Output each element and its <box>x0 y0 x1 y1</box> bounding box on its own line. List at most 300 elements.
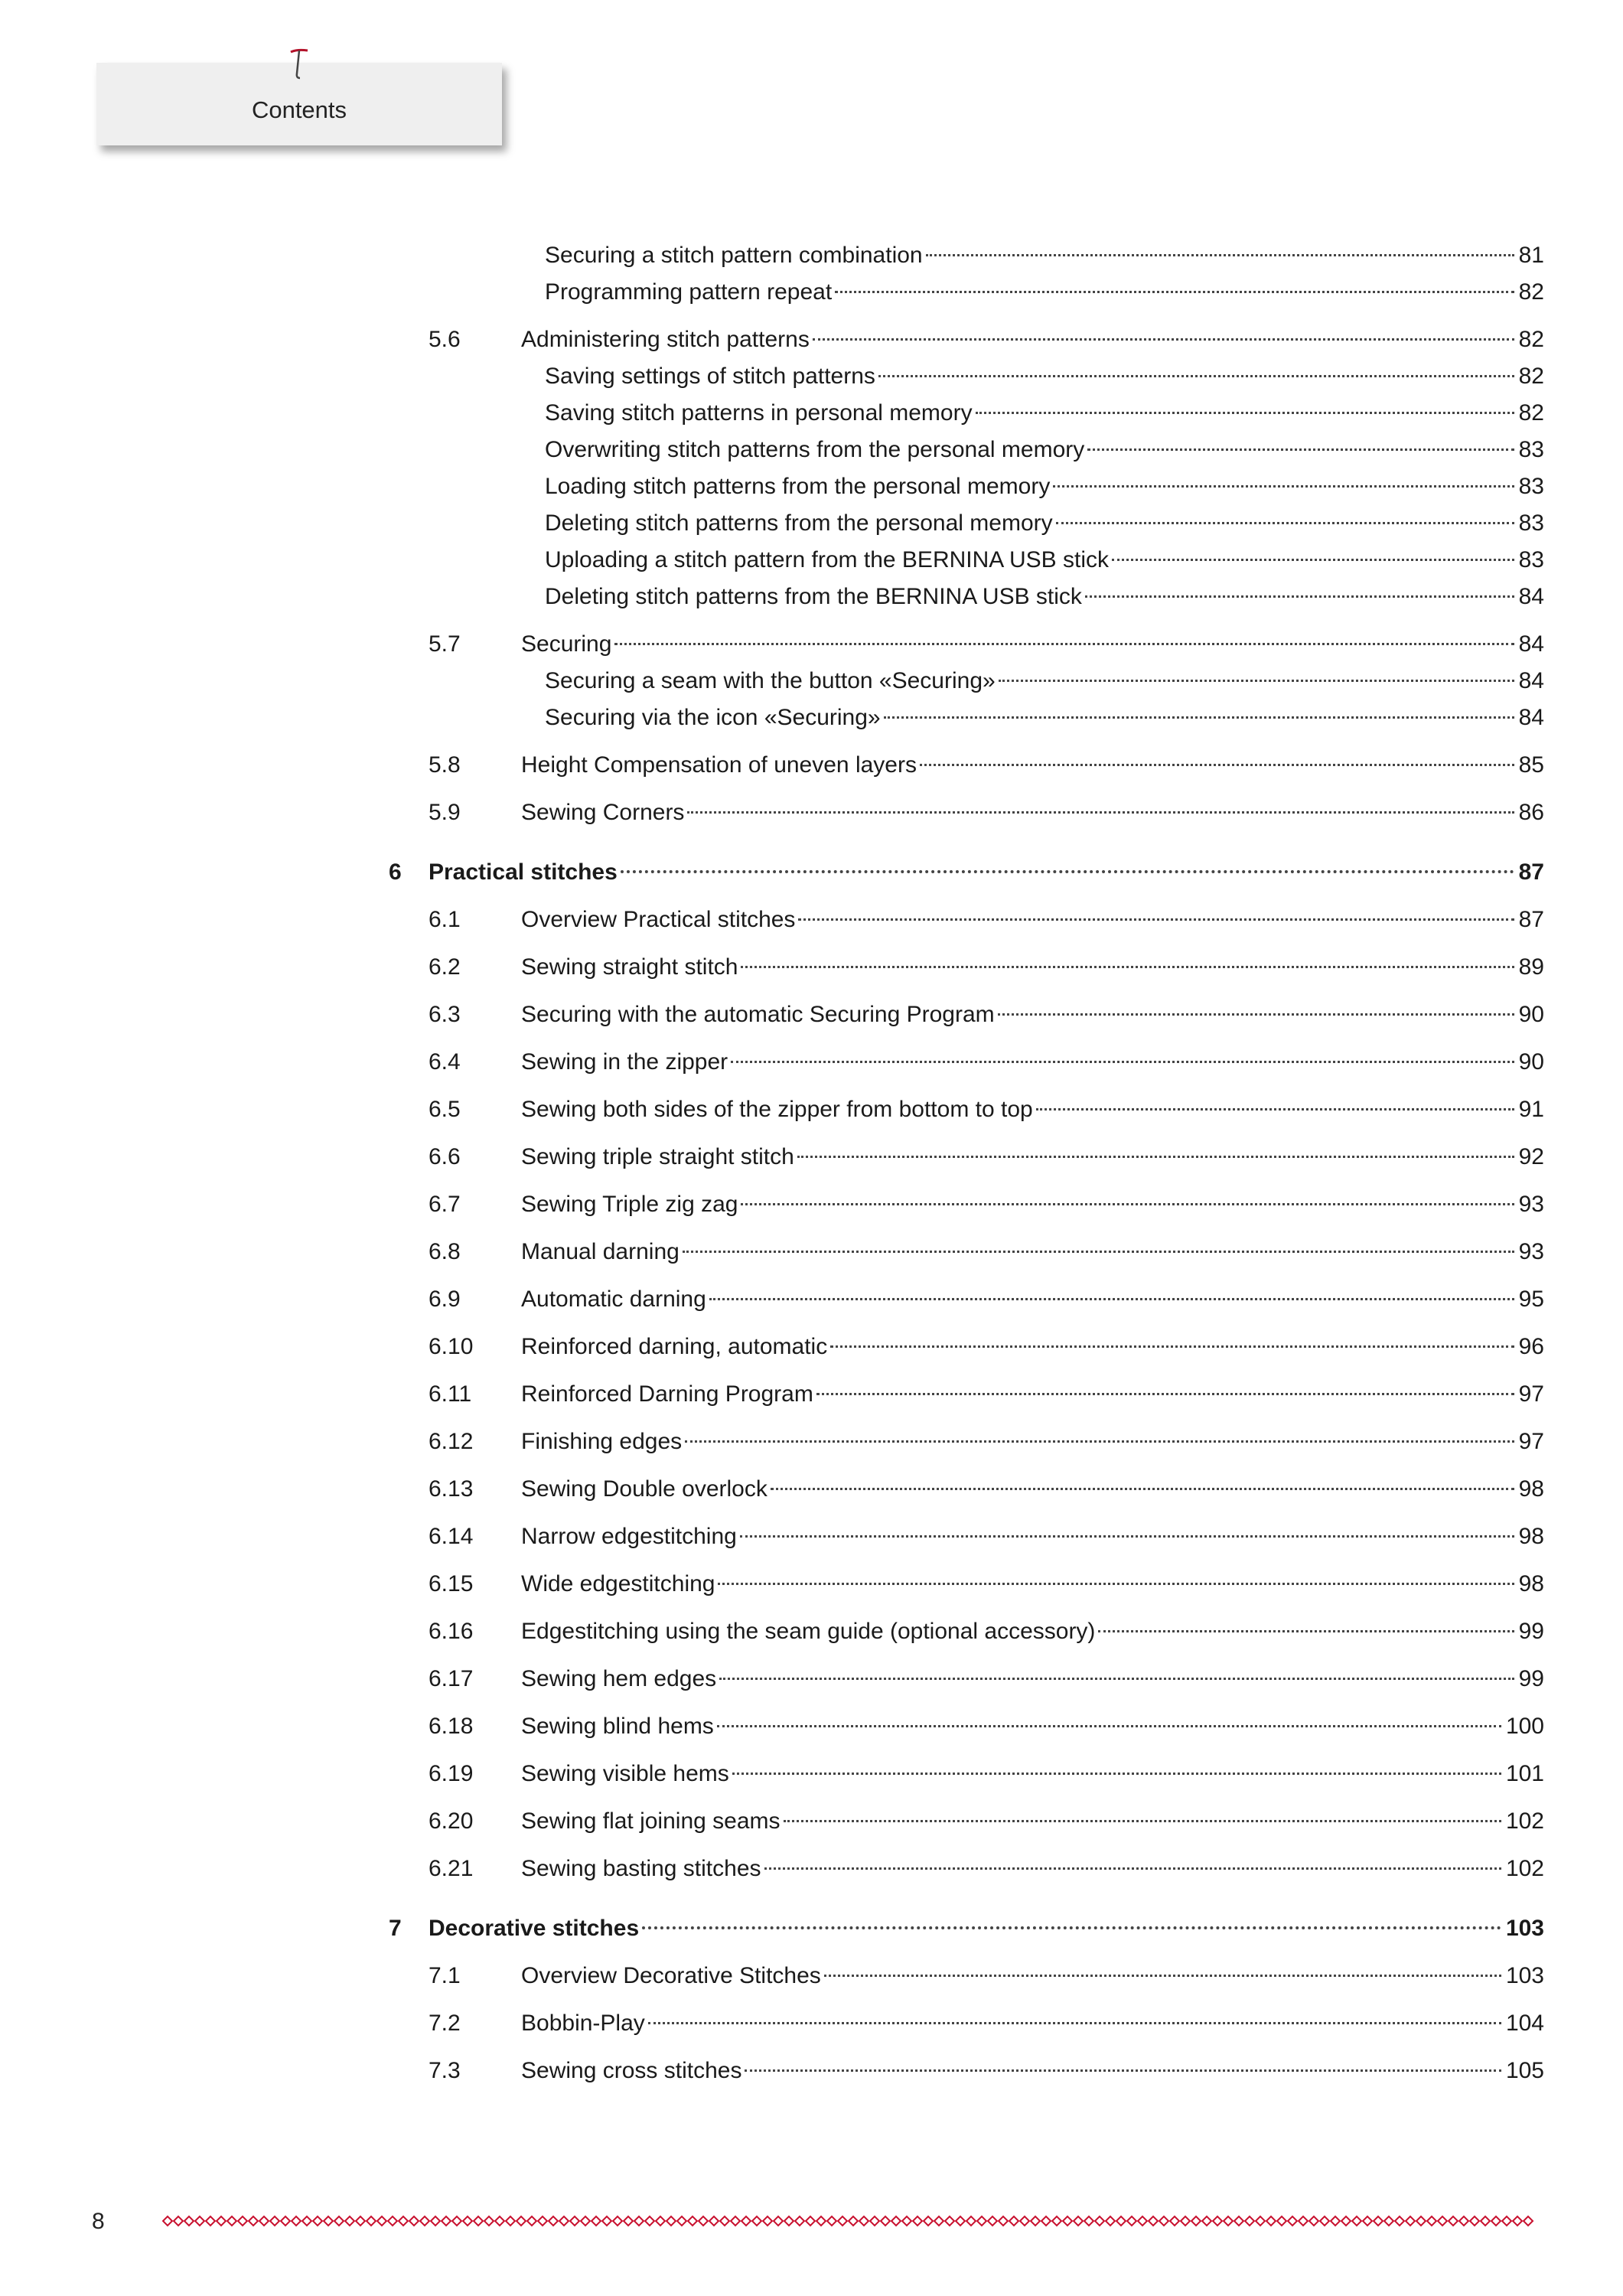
stitch-diamond <box>259 2216 269 2226</box>
toc-page-number: 102 <box>1505 1808 1544 1834</box>
toc-page-number: 97 <box>1518 1429 1544 1454</box>
stitch-diamond <box>666 2216 676 2226</box>
toc-section[interactable] <box>0 1425 1623 1459</box>
toc-subsection[interactable] <box>0 580 1623 614</box>
stitch-diamond <box>420 2216 429 2226</box>
toc-title: Overwriting stitch patterns from the personal memory <box>545 437 1085 462</box>
stitch-diamond <box>581 2216 590 2226</box>
stitch-diamond <box>1063 2216 1072 2226</box>
stitch-diamond <box>1438 2216 1447 2226</box>
toc-title: Sewing both sides of the zipper from bottom to top <box>521 1097 1033 1122</box>
stitch-diamond <box>409 2216 419 2226</box>
stitch-diamond <box>859 2216 869 2226</box>
toc-title: Reinforced darning, automatic <box>521 1334 828 1359</box>
dot-leader <box>824 1975 1501 1977</box>
toc-section[interactable] <box>0 1283 1623 1316</box>
stitch-diamond <box>1384 2216 1393 2226</box>
stitch-diamond <box>592 2216 601 2226</box>
toc-page-number: 97 <box>1518 1381 1544 1407</box>
stitch-diamond <box>945 2216 954 2226</box>
stitch-diamond <box>977 2216 986 2226</box>
stitch-diamond <box>206 2216 215 2226</box>
stitch-diamond <box>913 2216 922 2226</box>
toc-section[interactable] <box>0 1473 1623 1506</box>
toc-title: Sewing Triple zig zag <box>521 1192 738 1217</box>
dot-leader <box>717 1725 1501 1727</box>
toc-number: 6.8 <box>429 1239 461 1264</box>
dot-leader <box>998 1013 1514 1016</box>
stitch-diamond <box>838 2216 847 2226</box>
toc-page-number: 101 <box>1505 1761 1544 1786</box>
toc-title: Wide edgestitching <box>521 1571 715 1596</box>
stitch-diamond <box>966 2216 976 2226</box>
stitch-diamond <box>302 2216 311 2226</box>
toc-page-number: 92 <box>1518 1144 1544 1169</box>
toc-title: Sewing visible hems <box>521 1761 729 1786</box>
toc-page-number: 98 <box>1518 1524 1544 1549</box>
stitch-diamond <box>602 2216 611 2226</box>
stitch-diamond <box>1502 2216 1511 2226</box>
stitch-diamond <box>538 2216 547 2226</box>
toc-title: Automatic darning <box>521 1287 706 1312</box>
toc-number: 5.9 <box>429 800 461 825</box>
toc-page-number: 82 <box>1518 364 1544 389</box>
toc-subsection[interactable] <box>0 543 1623 577</box>
dot-leader <box>784 1820 1501 1822</box>
stitch-diamond <box>1309 2216 1318 2226</box>
toc-section[interactable] <box>0 1235 1623 1269</box>
stitch-diamond <box>1084 2216 1093 2226</box>
toc-section[interactable] <box>0 1852 1623 1886</box>
stitch-diamond <box>956 2216 965 2226</box>
toc-section[interactable] <box>0 1567 1623 1601</box>
dot-leader <box>976 412 1514 414</box>
stitch-diamond <box>474 2216 483 2226</box>
stitch-diamond <box>517 2216 526 2226</box>
toc-title: Manual darning <box>521 1239 680 1264</box>
stitch-diamond <box>784 2216 794 2226</box>
stitch-diamond <box>1149 2216 1158 2226</box>
toc-title: Programming pattern repeat <box>545 279 833 305</box>
dot-leader <box>816 1393 1514 1395</box>
toc-title: Uploading a stitch pattern from the BERNINA USB stick <box>545 547 1109 572</box>
toc-section[interactable] <box>0 628 1623 661</box>
toc-number: 6.15 <box>429 1571 474 1596</box>
toc-title: Edgestitching using the seam guide (optional accessory) <box>521 1619 1096 1644</box>
stitch-diamond <box>795 2216 804 2226</box>
stitch-diamond <box>1481 2216 1490 2226</box>
contents-tab-label: Contents <box>251 96 347 123</box>
stitch-diamond <box>870 2216 879 2226</box>
toc-title: Sewing basting stitches <box>521 1856 761 1881</box>
toc-number: 6.21 <box>429 1856 474 1881</box>
toc-number: 5.8 <box>429 752 461 778</box>
toc-number: 6.10 <box>429 1334 474 1359</box>
toc-title: Securing <box>521 631 612 657</box>
toc-section[interactable] <box>0 748 1623 782</box>
toc-number: 6.9 <box>429 1287 461 1312</box>
toc-subsection[interactable] <box>0 664 1623 698</box>
toc-title: Saving settings of stitch patterns <box>545 364 875 389</box>
toc-section[interactable] <box>0 1959 1623 1993</box>
stitch-diamond <box>227 2216 236 2226</box>
stitch-diamond <box>345 2216 354 2226</box>
dot-leader <box>999 680 1514 682</box>
toc-title: Narrow edgestitching <box>521 1524 737 1549</box>
toc-title: Administering stitch patterns <box>521 327 810 352</box>
dot-leader <box>813 338 1514 341</box>
toc-title: Sewing triple straight stitch <box>521 1144 794 1169</box>
dot-leader <box>709 1298 1514 1300</box>
toc-section[interactable] <box>0 1093 1623 1127</box>
stitch-diamond <box>495 2216 504 2226</box>
dot-leader <box>745 2069 1501 2072</box>
dot-leader <box>741 1203 1514 1205</box>
dot-leader <box>740 1535 1514 1538</box>
stitch-diamond <box>806 2216 815 2226</box>
stitch-diamond <box>924 2216 933 2226</box>
toc-page-number: 83 <box>1518 547 1544 572</box>
dot-leader <box>1087 448 1514 451</box>
toc-page-number: 102 <box>1505 1856 1544 1881</box>
toc-page-number: 99 <box>1518 1619 1544 1644</box>
toc-page-number: 93 <box>1518 1239 1544 1264</box>
toc-number: 6.17 <box>429 1666 474 1691</box>
toc-section[interactable] <box>0 998 1623 1032</box>
toc-page-number: 104 <box>1505 2011 1544 2036</box>
toc-title: Finishing edges <box>521 1429 683 1454</box>
stitch-diamond <box>527 2216 536 2226</box>
toc-section[interactable] <box>0 1045 1623 1079</box>
toc-page-number: 84 <box>1518 668 1544 693</box>
stitch-diamond <box>388 2216 397 2226</box>
stitch-diamond <box>1427 2216 1436 2226</box>
stitch-diamond <box>934 2216 943 2226</box>
toc-number: 6.11 <box>429 1381 472 1407</box>
toc-title: Sewing hem edges <box>521 1666 717 1691</box>
stitch-diamond <box>1159 2216 1168 2226</box>
stitch-diamond <box>238 2216 247 2226</box>
dot-leader <box>1056 522 1514 524</box>
toc-subsection[interactable] <box>0 360 1623 393</box>
stitch-diamond <box>377 2216 386 2226</box>
stitch-diamond <box>763 2216 772 2226</box>
dot-leader <box>1085 595 1514 598</box>
toc-number: 6.16 <box>429 1619 474 1644</box>
stitch-diamond <box>1074 2216 1083 2226</box>
dot-leader <box>798 918 1514 921</box>
toc-title: Height Compensation of uneven layers <box>521 752 917 778</box>
toc-page-number: 95 <box>1518 1287 1544 1312</box>
toc-page-number: 90 <box>1518 1002 1544 1027</box>
toc-title: Securing a seam with the button «Securing» <box>545 668 996 693</box>
toc-page-number: 84 <box>1518 631 1544 657</box>
stitch-diamond <box>1277 2216 1286 2226</box>
stitch-diamond <box>570 2216 579 2226</box>
toc-title: Sewing in the zipper <box>521 1049 728 1075</box>
toc-page-number: 100 <box>1505 1714 1544 1739</box>
toc-number: 6.4 <box>429 1049 461 1075</box>
dot-leader <box>683 1251 1514 1253</box>
stitch-diamond <box>1202 2216 1211 2226</box>
toc-number: 6.12 <box>429 1429 474 1454</box>
dot-leader <box>878 375 1514 377</box>
dot-leader <box>926 254 1514 256</box>
toc-page-number: 86 <box>1518 800 1544 825</box>
stitch-diamond <box>559 2216 569 2226</box>
toc-page-number: 82 <box>1518 279 1544 305</box>
toc-section[interactable] <box>0 1662 1623 1696</box>
stitch-diamond <box>1224 2216 1233 2226</box>
stitch-diamond <box>1234 2216 1243 2226</box>
toc-page-number: 84 <box>1518 584 1544 609</box>
stitch-diamond <box>163 2216 172 2226</box>
toc-section[interactable] <box>0 951 1623 984</box>
stitch-diamond <box>827 2216 836 2226</box>
stitch-diamond <box>1095 2216 1104 2226</box>
stitch-diamond <box>195 2216 204 2226</box>
stitch-diamond <box>849 2216 858 2226</box>
stitch-diamond <box>1245 2216 1254 2226</box>
toc-title: Reinforced Darning Program <box>521 1381 813 1407</box>
dot-leader <box>719 1678 1514 1680</box>
toc-section[interactable] <box>0 1378 1623 1411</box>
dot-leader <box>718 1583 1514 1585</box>
toc-number: 6.14 <box>429 1524 474 1549</box>
stitch-diamond <box>506 2216 515 2226</box>
dot-leader <box>1036 1108 1514 1110</box>
stitch-diamond <box>1127 2216 1136 2226</box>
stitch-diamond <box>1266 2216 1276 2226</box>
stitch-diamond <box>1138 2216 1147 2226</box>
stitch-diamond <box>720 2216 729 2226</box>
toc-number: 6.6 <box>429 1144 461 1169</box>
page-number: 8 <box>92 2209 105 2234</box>
toc-number: 6.18 <box>429 1714 474 1739</box>
stitch-diamond <box>1052 2216 1061 2226</box>
toc-section[interactable] <box>0 1330 1623 1364</box>
stitch-diamond <box>324 2216 333 2226</box>
stitch-diamond <box>1116 2216 1126 2226</box>
stitch-diamond <box>1288 2216 1297 2226</box>
stitch-diamond <box>1213 2216 1222 2226</box>
toc-page-number: 105 <box>1505 2058 1544 2083</box>
toc-page-number: 82 <box>1518 400 1544 426</box>
dot-leader <box>835 291 1514 293</box>
stitch-diamond <box>356 2216 365 2226</box>
stitch-diamond <box>270 2216 279 2226</box>
toc-page-number: 83 <box>1518 510 1544 536</box>
stitch-diamond <box>1459 2216 1468 2226</box>
stitch-diamond <box>292 2216 301 2226</box>
toc-title: Loading stitch patterns from the personal memory <box>545 474 1051 499</box>
toc-title: Securing a stitch pattern combination <box>545 243 923 268</box>
stitch-diamond <box>174 2216 183 2226</box>
toc-section[interactable] <box>0 903 1623 937</box>
toc-page-number: 83 <box>1518 474 1544 499</box>
dot-leader <box>732 1773 1501 1775</box>
stitch-diamond <box>902 2216 911 2226</box>
stitch-diamond <box>399 2216 408 2226</box>
stitch-diamond <box>484 2216 494 2226</box>
toc-page-number: 87 <box>1518 907 1544 932</box>
toc-section[interactable] <box>0 1615 1623 1649</box>
stitch-diamond <box>1181 2216 1190 2226</box>
stitch-diamond <box>1031 2216 1040 2226</box>
dot-leader <box>621 870 1514 873</box>
stitch-diamond <box>1352 2216 1361 2226</box>
toc-number: 6.5 <box>429 1097 461 1122</box>
dot-leader <box>1112 559 1514 561</box>
toc-title: Decorative stitches <box>429 1916 640 1941</box>
stitch-diamond <box>752 2216 761 2226</box>
stitch-diamond <box>634 2216 644 2226</box>
dot-leader <box>884 716 1514 719</box>
stitch-diamond <box>881 2216 890 2226</box>
stitch-diamond <box>1513 2216 1522 2226</box>
stitch-diamond <box>688 2216 697 2226</box>
stitch-diamond <box>1041 2216 1051 2226</box>
toc-page-number: 87 <box>1518 859 1544 885</box>
stitch-diamond <box>1449 2216 1458 2226</box>
stitch-diamond <box>249 2216 258 2226</box>
stitch-diamond <box>624 2216 633 2226</box>
stitch-diamond <box>1524 2216 1533 2226</box>
stitch-diamond <box>1299 2216 1308 2226</box>
toc-number: 6.19 <box>429 1761 474 1786</box>
dot-leader <box>1053 485 1514 488</box>
stitch-diamond <box>1491 2216 1501 2226</box>
toc-number: 5.7 <box>429 631 461 657</box>
stitch-diamond <box>731 2216 740 2226</box>
toc-subsection[interactable] <box>0 239 1623 272</box>
toc-subsection[interactable] <box>0 396 1623 430</box>
toc-subsection[interactable] <box>0 470 1623 504</box>
stitch-diamond <box>699 2216 708 2226</box>
stitch-diamond <box>1395 2216 1404 2226</box>
dot-leader <box>920 764 1514 766</box>
toc-subsection[interactable] <box>0 276 1623 309</box>
toc-title: Securing via the icon «Securing» <box>545 705 881 730</box>
toc-page-number: 96 <box>1518 1334 1544 1359</box>
toc-title: Sewing Double overlock <box>521 1476 768 1502</box>
toc-number: 7 <box>389 1916 402 1941</box>
stitch-diamond <box>1406 2216 1415 2226</box>
toc-number: 6.2 <box>429 954 461 980</box>
toc-number: 6.13 <box>429 1476 474 1502</box>
toc-number: 7.1 <box>429 1963 461 1988</box>
toc-page-number: 103 <box>1505 1916 1544 1941</box>
toc-title: Overview Decorative Stitches <box>521 1963 821 1988</box>
dot-leader <box>685 1440 1514 1443</box>
toc-title: Sewing cross stitches <box>521 2058 742 2083</box>
toc-title: Sewing blind hems <box>521 1714 714 1739</box>
stitch-diamond <box>677 2216 686 2226</box>
stitch-diamond <box>463 2216 472 2226</box>
toc-section[interactable] <box>0 1520 1623 1554</box>
toc-page-number: 85 <box>1518 752 1544 778</box>
toc-subsection[interactable] <box>0 507 1623 540</box>
dot-leader <box>764 1867 1501 1870</box>
stitch-diamond <box>891 2216 901 2226</box>
toc-section[interactable] <box>0 1710 1623 1743</box>
toc-page-number: 103 <box>1505 1963 1544 1988</box>
stitch-diamond <box>1191 2216 1201 2226</box>
toc-page-number: 83 <box>1518 437 1544 462</box>
stitch-diamond <box>1020 2216 1029 2226</box>
stitch-diamond <box>999 2216 1008 2226</box>
toc-page-number: 93 <box>1518 1192 1544 1217</box>
toc-number: 6.3 <box>429 1002 461 1027</box>
stitch-diamond <box>613 2216 622 2226</box>
dot-leader <box>741 966 1514 968</box>
toc-number: 7.3 <box>429 2058 461 2083</box>
stitch-diamond <box>334 2216 344 2226</box>
stitch-diamond <box>1470 2216 1479 2226</box>
toc-page-number: 89 <box>1518 954 1544 980</box>
stitch-diamond <box>313 2216 322 2226</box>
toc-section[interactable] <box>0 1188 1623 1221</box>
stitch-diamond <box>1320 2216 1329 2226</box>
dot-leader <box>830 1345 1514 1348</box>
stitch-diamond <box>709 2216 719 2226</box>
stitch-diamond <box>452 2216 461 2226</box>
toc-number: 5.6 <box>429 327 461 352</box>
stitch-diamond <box>367 2216 376 2226</box>
toc-section[interactable] <box>0 2007 1623 2040</box>
toc-page-number: 98 <box>1518 1476 1544 1502</box>
dot-leader <box>687 811 1514 814</box>
stitch-diamond <box>816 2216 826 2226</box>
toc-page-number: 90 <box>1518 1049 1544 1075</box>
toc-page-number: 98 <box>1518 1571 1544 1596</box>
dot-leader <box>648 2022 1501 2024</box>
stitch-diamond <box>1374 2216 1383 2226</box>
toc-page-number: 99 <box>1518 1666 1544 1691</box>
toc-section[interactable] <box>0 323 1623 357</box>
toc-number: 7.2 <box>429 2011 461 2036</box>
dot-leader <box>731 1061 1514 1063</box>
toc-section[interactable] <box>0 796 1623 830</box>
stitch-diamond <box>1331 2216 1340 2226</box>
dot-leader <box>614 643 1514 645</box>
toc-title: Securing with the automatic Securing Program <box>521 1002 995 1027</box>
stitch-diamond <box>431 2216 440 2226</box>
toc-title: Deleting stitch patterns from the BERNINA USB stick <box>545 584 1082 609</box>
toc-title: Saving stitch patterns in personal memory <box>545 400 973 426</box>
stitch-diamond <box>281 2216 290 2226</box>
toc-section[interactable] <box>0 2054 1623 2088</box>
toc-subsection[interactable] <box>0 701 1623 735</box>
toc-number: 6 <box>389 859 402 885</box>
toc-section[interactable] <box>0 1805 1623 1838</box>
stitch-diamond <box>184 2216 194 2226</box>
stitch-diamond <box>1106 2216 1115 2226</box>
stitch-diamond <box>549 2216 558 2226</box>
toc-section[interactable] <box>0 1140 1623 1174</box>
dot-leader <box>771 1488 1514 1490</box>
stitch-diamond <box>988 2216 997 2226</box>
stitch-diamond <box>741 2216 751 2226</box>
toc-section[interactable] <box>0 1757 1623 1791</box>
toc-page-number: 82 <box>1518 327 1544 352</box>
toc-subsection[interactable] <box>0 433 1623 467</box>
toc-chapter[interactable] <box>0 856 1623 889</box>
toc-title: Overview Practical stitches <box>521 907 796 932</box>
toc-title: Sewing straight stitch <box>521 954 738 980</box>
toc-chapter[interactable] <box>0 1912 1623 1945</box>
stitch-diamond <box>1009 2216 1018 2226</box>
